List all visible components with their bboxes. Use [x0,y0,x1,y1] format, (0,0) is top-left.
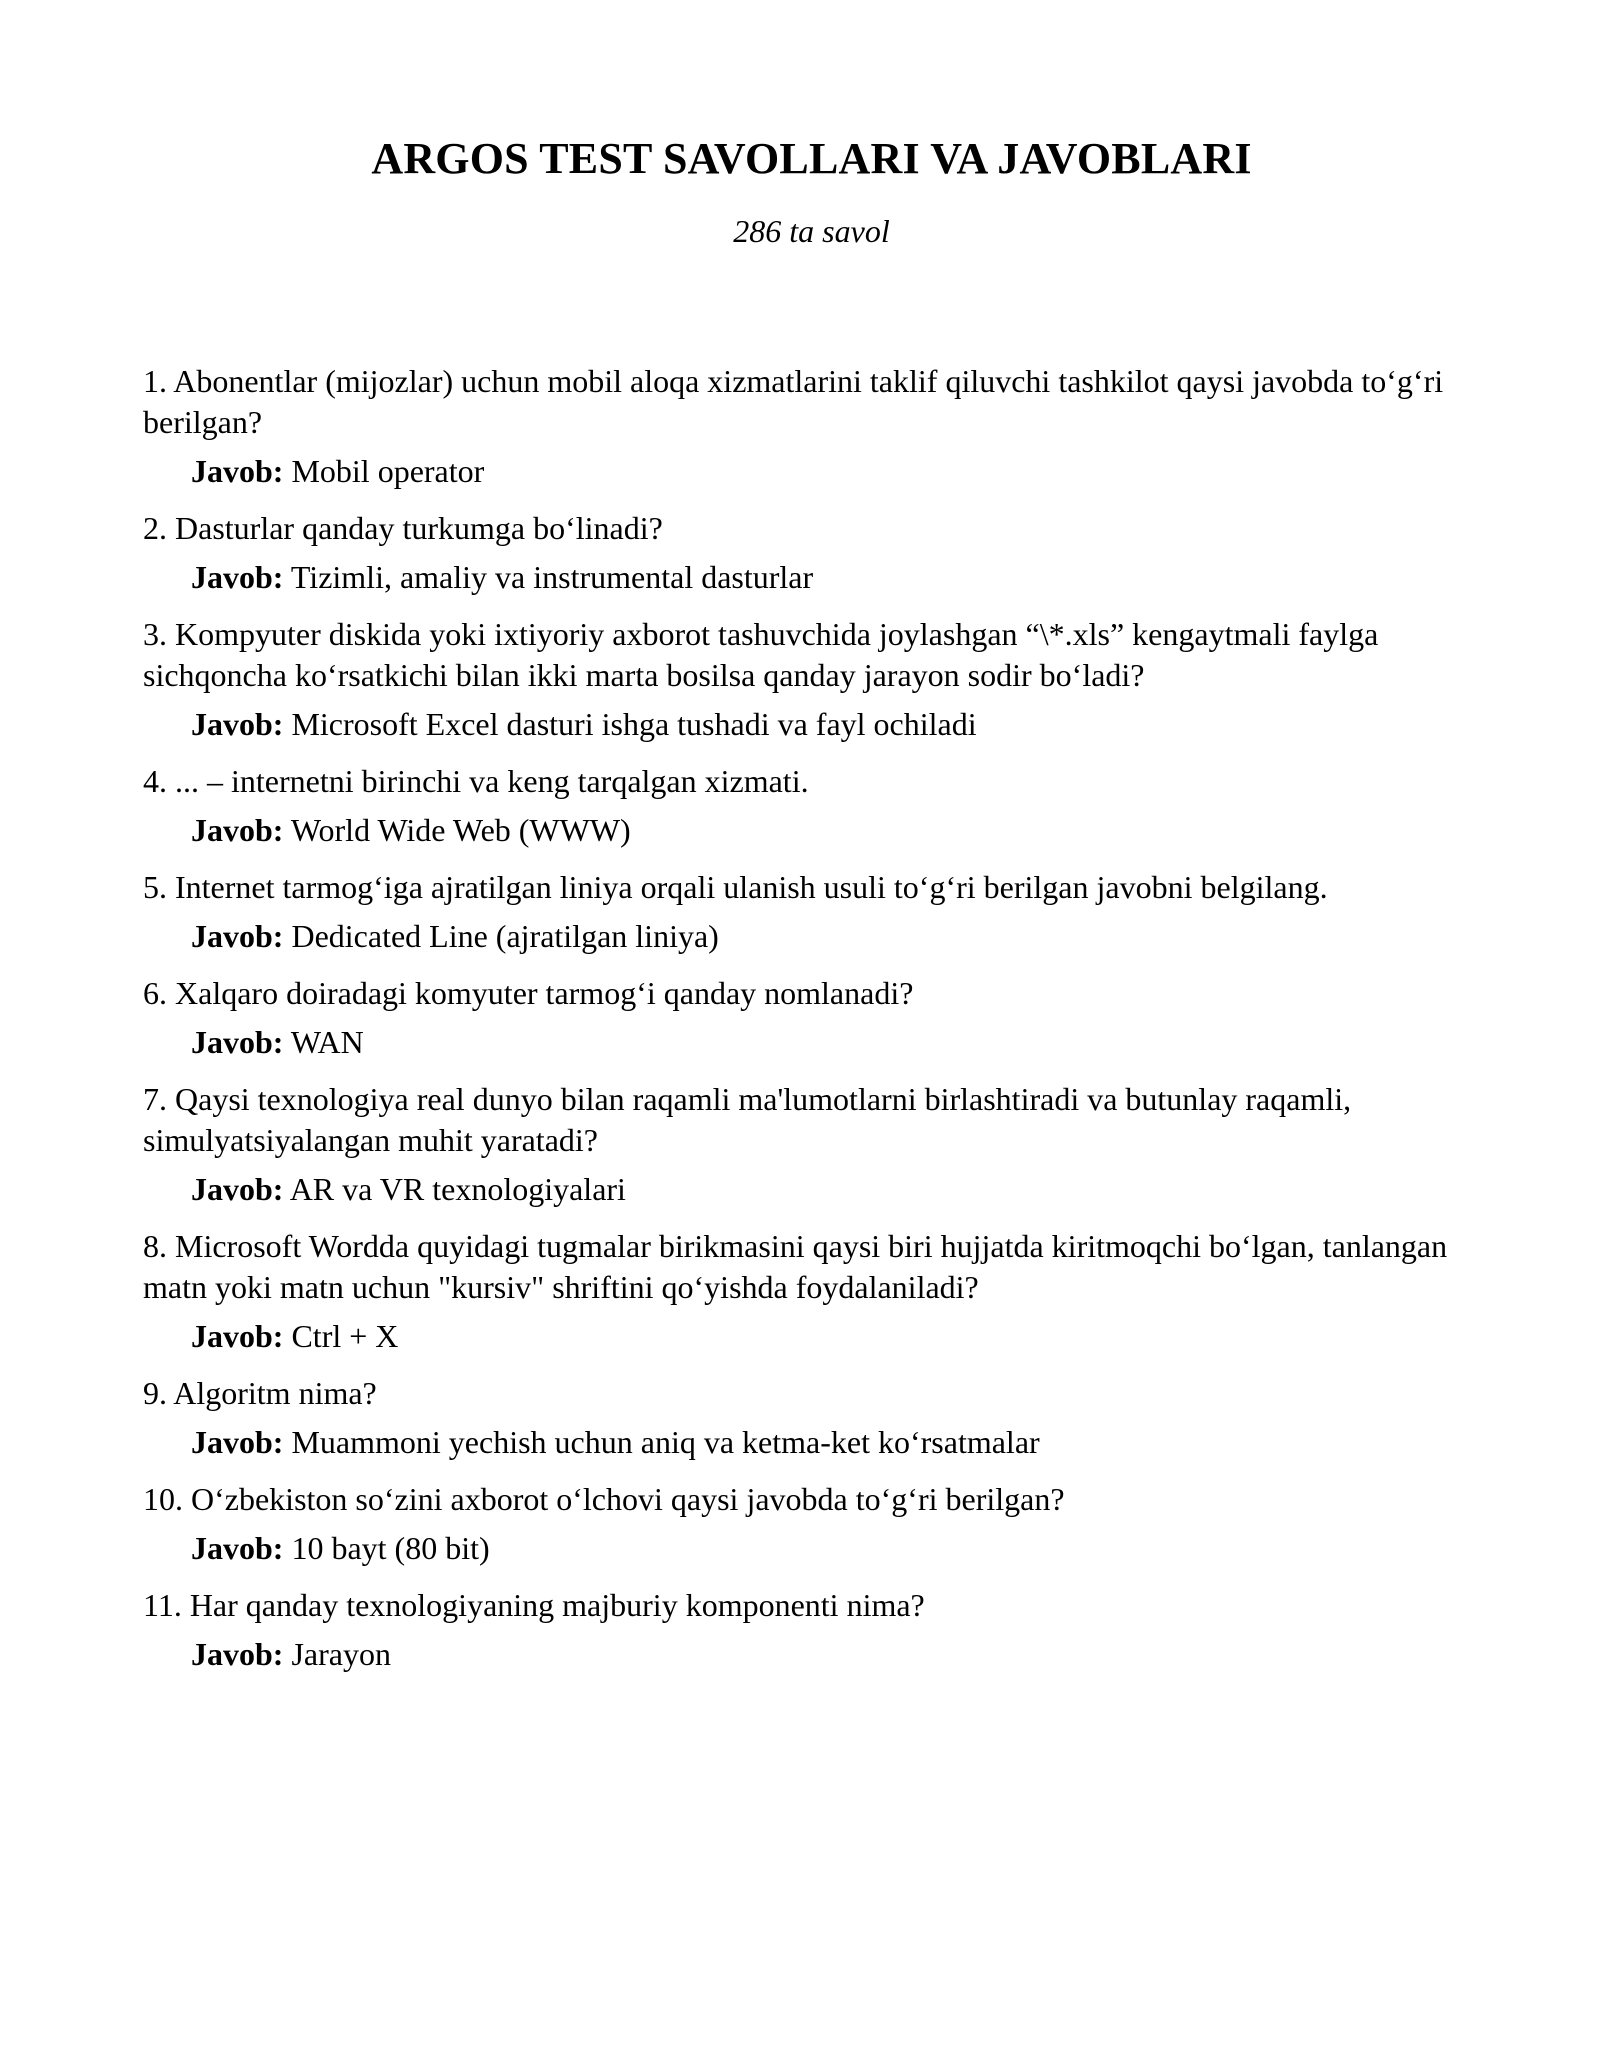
question-item [143,1373,1480,1463]
document-subtitle: 286 ta savol [733,213,890,249]
question-item [143,973,1480,1063]
question-list [143,361,1480,1675]
answer-text: Jarayon [291,1636,391,1672]
answer-text: Mobil operator [291,453,485,489]
question-text: 4. ... – internetni birinchi va keng tarqalgan xizmati. [143,763,809,799]
answer-label: Javob: [191,1024,284,1060]
answer-text: Muammoni yechish uchun aniq va ketma-ket ko‘rsatmalar [291,1424,1040,1460]
question-item [143,1585,1480,1675]
answer-text: World Wide Web (WWW) [290,812,631,848]
answer-line [191,1634,1480,1675]
answer-line [191,1528,1480,1569]
question-item [143,1226,1480,1357]
question-text: 3. Kompyuter diskida yoki ixtiyoriy axborot tashuvchida joylashgan “\*.xls” kengaytmali faylga sichqoncha ko‘rsatkichi bilan ikki marta bosilsa qanday jarayon sodir bo‘ladi? [143,616,1379,693]
answer-line [191,916,1480,957]
question-text: 2. Dasturlar qanday turkumga bo‘linadi? [143,510,663,546]
answer-text: Microsoft Excel dasturi ishga tushadi va fayl ochiladi [291,706,977,742]
question-item [143,614,1480,745]
answer-label: Javob: [191,453,284,489]
question-item [143,361,1480,492]
answer-label: Javob: [191,1530,284,1566]
question-item [143,1479,1480,1569]
answer-label: Javob: [191,559,284,595]
answer-label: Javob: [191,1636,284,1672]
answer-line [191,810,1480,851]
question-item [143,508,1480,598]
question-text: 8. Microsoft Wordda quyidagi tugmalar birikmasini qaysi biri hujjatda kiritmoqchi bo‘lgan, tanlangan matn yoki matn uchun "kursiv" shriftini qo‘yishda foydalaniladi? [143,1228,1448,1305]
answer-line [191,1422,1480,1463]
answer-line [191,451,1480,492]
answer-label: Javob: [191,706,284,742]
answer-text: Tizimli, amaliy va instrumental dasturlar [290,559,814,595]
question-text: 1. Abonentlar (mijozlar) uchun mobil aloqa xizmatlarini taklif qiluvchi tashkilot qaysi javobda to‘g‘ri berilgan? [143,363,1444,440]
question-text: 5. Internet tarmog‘iga ajratilgan liniya orqali ulanish usuli to‘g‘ri berilgan javobni belgilang. [143,869,1328,905]
answer-text: Dedicated Line (ajratilgan liniya) [291,918,719,954]
answer-line [191,1316,1480,1357]
question-item [143,761,1480,851]
answer-text: Ctrl + X [291,1318,399,1354]
answer-line [191,1169,1480,1210]
question-text: 9. Algoritm nima? [143,1375,377,1411]
answer-text: 10 bayt (80 bit) [291,1530,490,1566]
question-text: 6. Xalqaro doiradagi komyuter tarmog‘i qanday nomlanadi? [143,975,914,1011]
question-text: 10. O‘zbekiston so‘zini axborot o‘lchovi qaysi javobda to‘g‘ri berilgan? [143,1481,1065,1517]
document-title: ARGOS TEST SAVOLLARI VA JAVOBLARI [371,134,1252,183]
answer-text: AR va VR texnologiyalari [289,1171,626,1207]
question-text: 7. Qaysi texnologiya real dunyo bilan raqamli ma'lumotlarni birlashtiradi va butunlay raqamli, simulyatsiyalangan muhit yaratadi? [143,1081,1352,1158]
answer-line [191,557,1480,598]
answer-label: Javob: [191,1424,284,1460]
answer-text: WAN [290,1024,364,1060]
answer-label: Javob: [191,812,284,848]
answer-label: Javob: [191,1171,284,1207]
answer-label: Javob: [191,1318,284,1354]
answer-line [191,1022,1480,1063]
question-item [143,1079,1480,1210]
question-item [143,867,1480,957]
question-text: 11. Har qanday texnologiyaning majburiy komponenti nima? [143,1587,925,1623]
answer-label: Javob: [191,918,284,954]
answer-line [191,704,1480,745]
